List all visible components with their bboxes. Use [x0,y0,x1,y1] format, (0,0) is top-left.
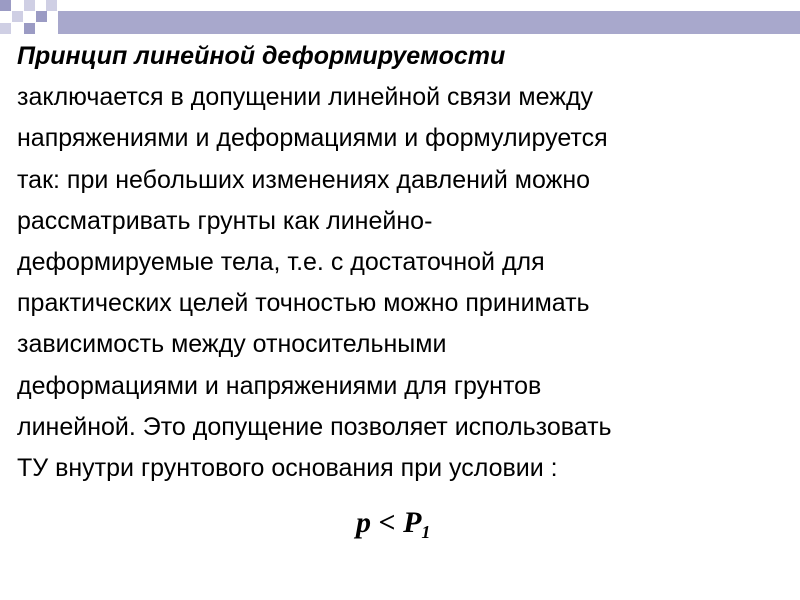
text-line: рассматривать грунты как линейно- [17,206,433,235]
text-line: заключается в допущении линейной связи между [17,83,594,112]
decor-square [24,23,35,34]
formula-subscript: 1 [421,522,431,542]
text-line: так: при небольших изменениях давлений можно [17,165,591,194]
text-line: практических целей точностью можно принимать [17,289,590,318]
text-line: ТУ внутри грунтового основания при условии : [17,454,558,483]
slide-title: Принцип линейной деформируемости [17,42,506,70]
text-line: зависимость между относительными [17,330,447,359]
text-line: линейной. Это допущение позволяет использовать [17,412,612,441]
formula-main: p < P [356,506,422,539]
text-line: деформациями и напряжениями для грунтов [17,371,542,400]
header-decoration [0,0,60,36]
decor-square [12,11,23,22]
header-bar [58,11,800,34]
formula [356,506,430,543]
body-text [17,36,787,489]
decor-square [36,11,47,22]
text-line: деформируемые тела, т.е. с достаточной для [17,248,545,277]
text-line: напряжениями и деформациями и формулируется [17,124,608,153]
decor-square [24,0,35,11]
decor-square [46,0,57,11]
decor-square [0,0,11,11]
decor-square [0,23,11,34]
